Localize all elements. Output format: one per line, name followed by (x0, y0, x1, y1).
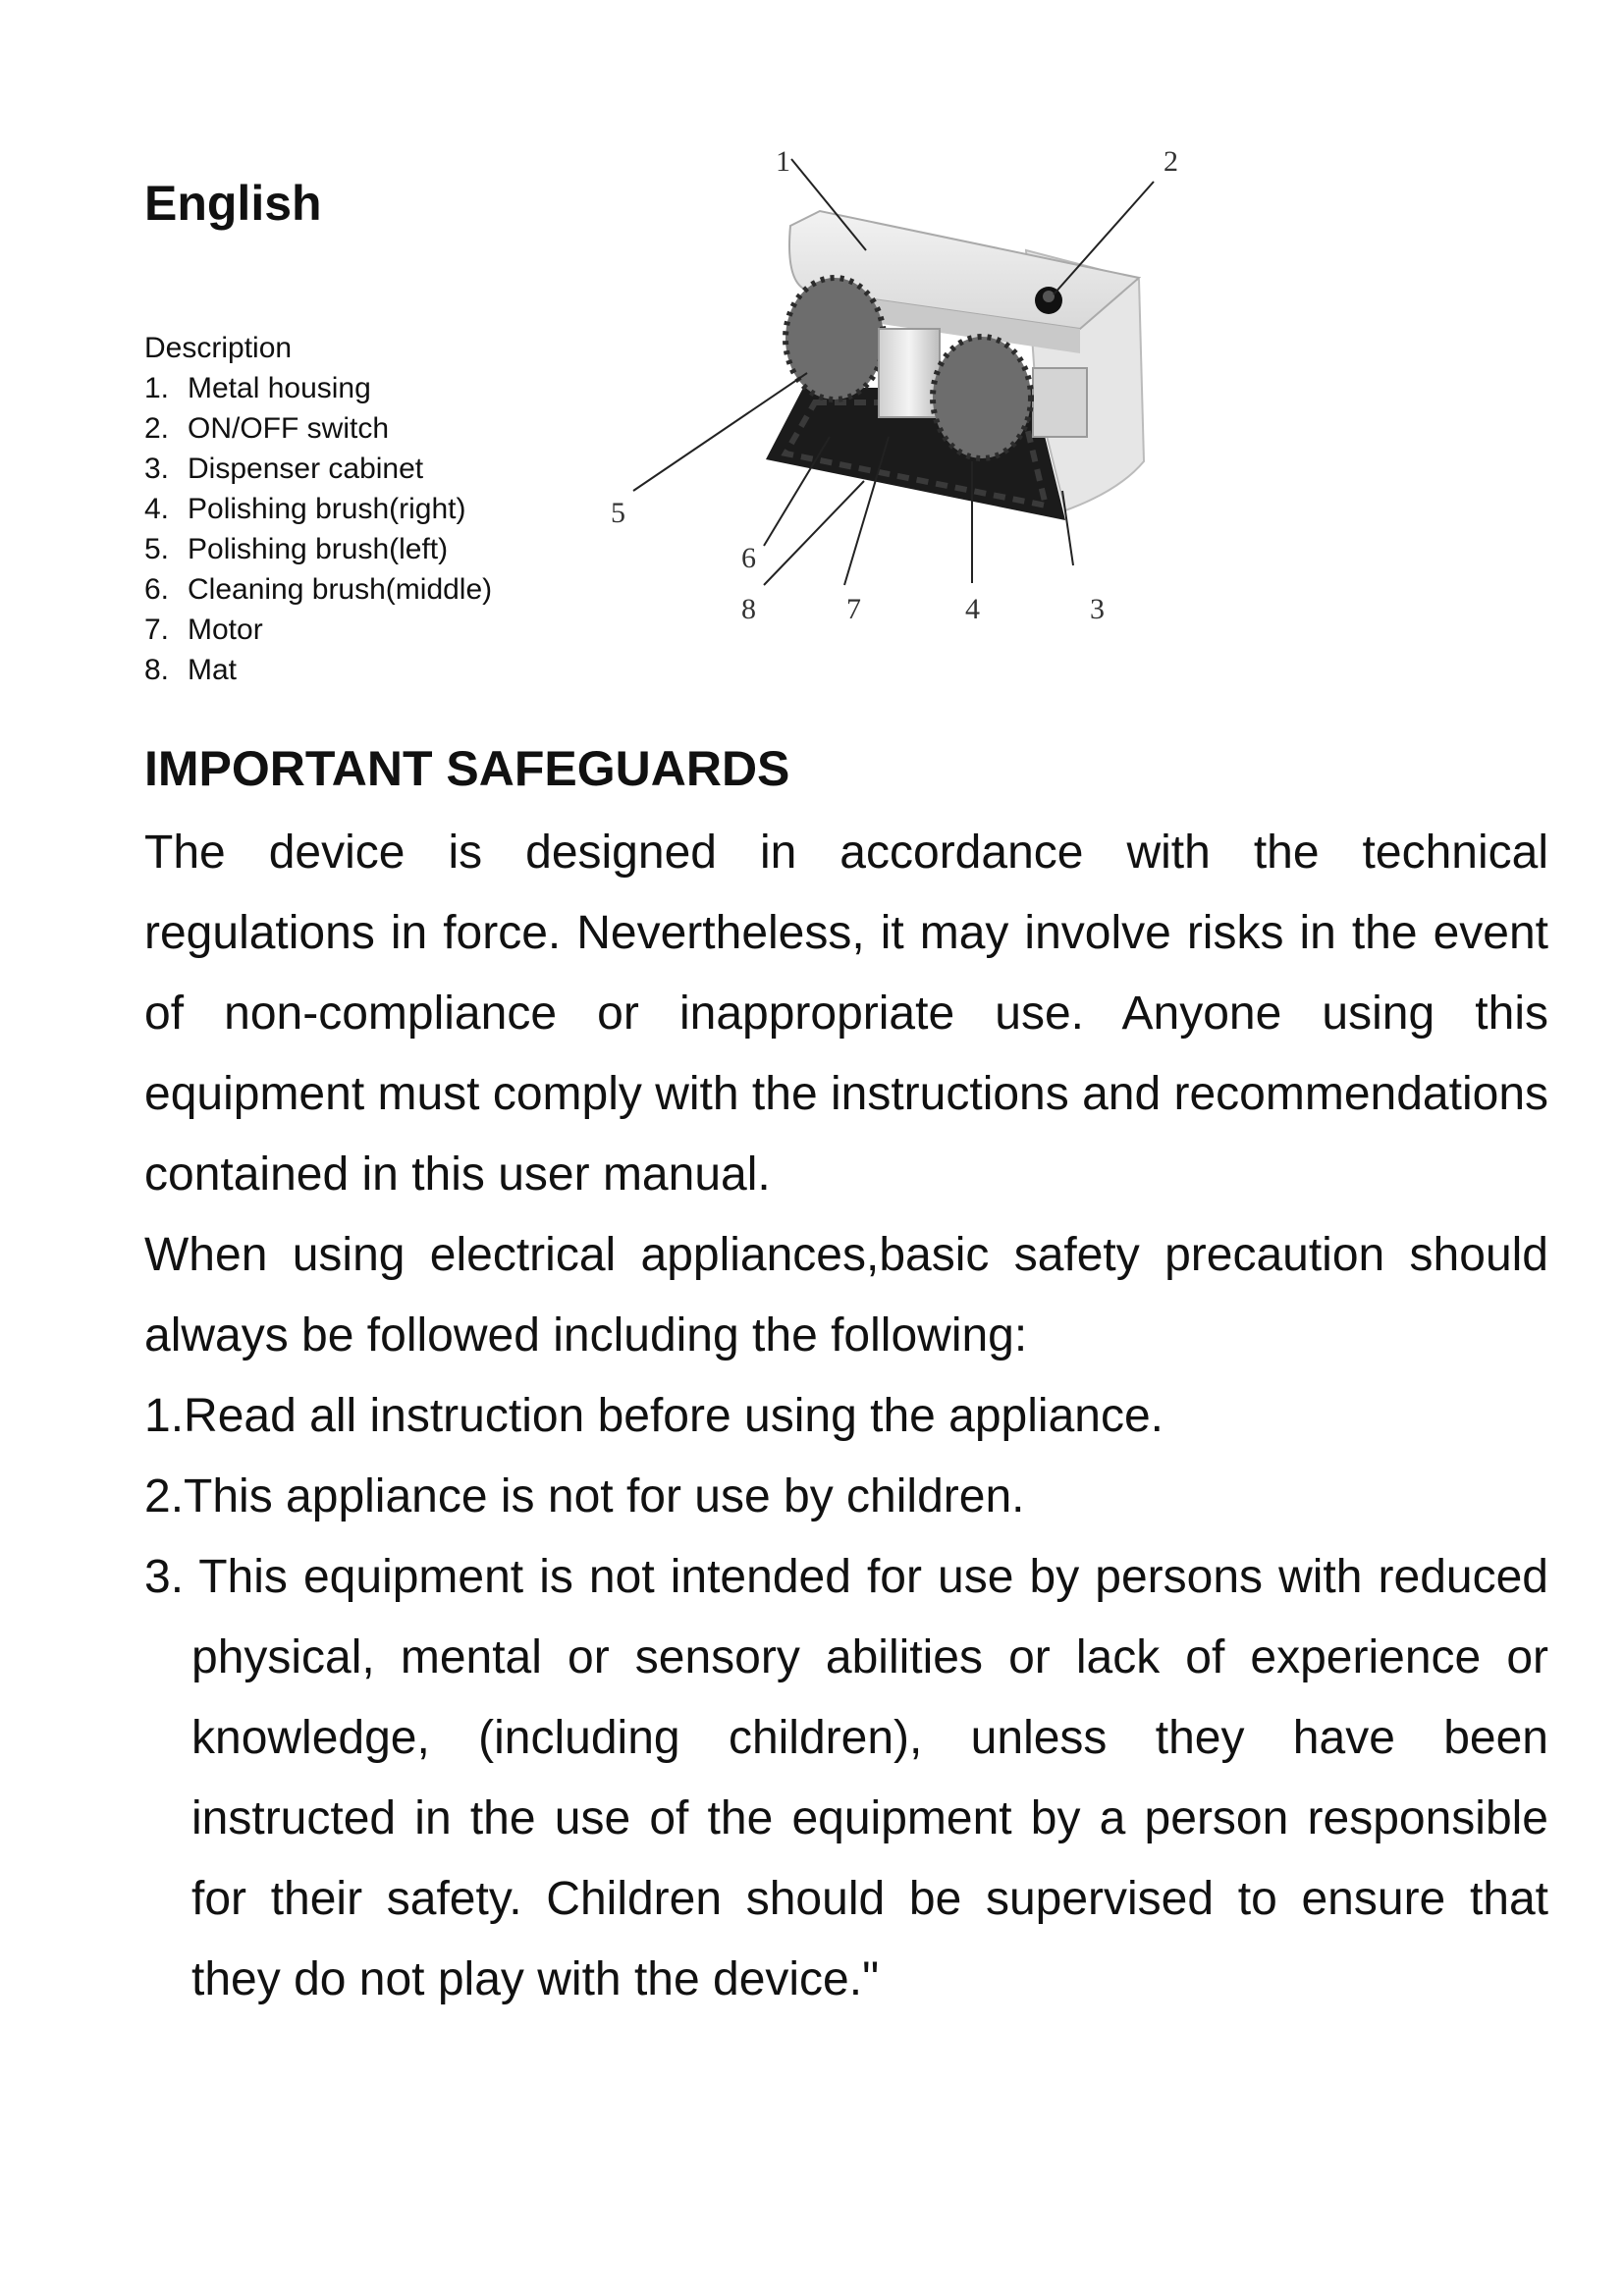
motor (879, 329, 940, 417)
part-label: Mat (188, 654, 238, 686)
safeguards-paragraph-1: The device is designed in accordance with the technical regulations in force. Nevertheless, it may involve risks in the event of non-compliance or inappropriate use. Anyone using this equipment must comply with the instructions and recommendations contained in this user manual. (144, 827, 1549, 1201)
callout-8: 8 (741, 593, 756, 625)
part-number: 1. (144, 372, 170, 404)
part-item (144, 489, 492, 529)
part-item (144, 449, 492, 489)
callout-1: 1 (776, 145, 790, 178)
callout-7: 7 (846, 593, 861, 625)
part-item (144, 569, 492, 610)
part-item (144, 368, 492, 408)
switch-highlight (1043, 291, 1055, 302)
parts-description (144, 328, 492, 690)
part-label: Polishing brush(right) (188, 493, 466, 525)
callout-3: 3 (1090, 593, 1105, 625)
safeguards-paragraph-2: When using electrical appliances,basic safety precaution should always be followed including the following: (144, 1229, 1548, 1362)
callout-4: 4 (965, 593, 980, 625)
callout-6: 6 (741, 542, 756, 574)
part-item (144, 529, 492, 569)
language-heading: English (144, 176, 322, 231)
callout-2: 2 (1164, 145, 1178, 178)
part-number: 3. (144, 453, 170, 485)
part-label: Cleaning brush(middle) (188, 573, 493, 606)
parts-list (144, 368, 492, 690)
safety-rule-1: 1.Read all instruction before using the appliance. (144, 1390, 1164, 1442)
description-heading: Description (144, 332, 293, 364)
safeguards-title: IMPORTANT SAFEGUARDS (144, 741, 790, 796)
safety-rule-3: 3. This equipment is not intended for use by persons with reduced physical, mental or sensory abilities or lack of experience or knowledge, (including children), unless they have been instructed in the use of the equipment by a person responsible for their safety. Children should be supervised to ensure that they do not play with the device." (144, 1551, 1548, 2005)
part-number: 2. (144, 412, 170, 445)
part-number: 4. (144, 493, 170, 525)
part-item (144, 408, 492, 449)
part-label: Metal housing (188, 372, 371, 404)
part-item (144, 610, 492, 650)
part-label: Dispenser cabinet (188, 453, 424, 485)
part-label: Polishing brush(left) (188, 533, 449, 565)
safety-rule-2: 2.This appliance is not for use by children. (144, 1470, 1025, 1522)
part-label: Motor (188, 614, 263, 646)
part-number: 7. (144, 614, 170, 646)
part-item (144, 650, 492, 690)
part-label: ON/OFF switch (188, 412, 390, 445)
callout-5: 5 (611, 497, 625, 529)
safeguards-body (144, 813, 1548, 2020)
part-number: 5. (144, 533, 170, 565)
safety-rules-list (144, 1376, 1548, 2020)
part-number: 8. (144, 654, 170, 686)
shoe-polisher-diagram (589, 133, 1218, 643)
part-number: 6. (144, 573, 170, 606)
dispenser-cabinet (1033, 368, 1087, 437)
